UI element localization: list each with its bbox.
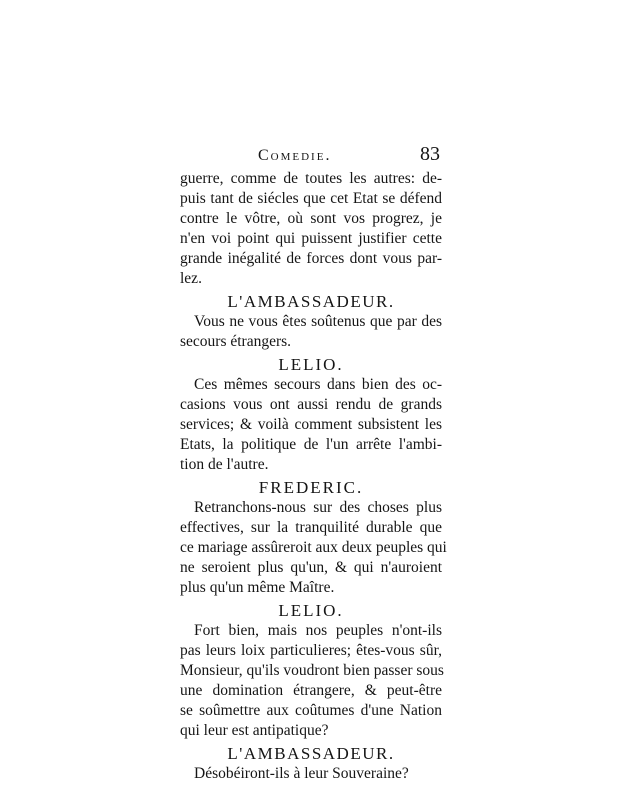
dialogue-paragraph [180,375,442,475]
text-line: se soûmettre aux coûtumes d'une Nation [180,702,442,719]
speaker-name: LELIO. [278,601,344,620]
dialogue-paragraph [180,312,442,352]
text-line: tion de l'autre. [180,456,269,473]
speaker-name: FREDERIC. [258,478,364,497]
text-line: services; & voilà comment subsistent les [180,416,442,433]
text-line: Désobéiront-ils à leur Souveraine? [194,765,409,782]
text-line: plus qu'un même Maître. [180,579,335,596]
text-line: ce mariage assûreroit aux deux peuples qui [180,539,447,556]
page-number: 83 [420,143,440,165]
text-line: Retranchons-nous sur des choses plus [194,499,442,516]
text-block [180,143,447,784]
speaker-name: L'AMBASSADEUR. [227,292,395,311]
speaker-name: LELIO. [278,355,344,374]
text-line: contre le vôtre, où sont vos progrez, je [180,210,442,227]
dialogue-paragraph [180,169,442,289]
running-title: Comedie. [258,147,332,164]
text-line: n'en voi point qui puissent justifier cette [180,230,442,247]
speaker-name: L'AMBASSADEUR. [227,744,395,763]
page-header [180,145,442,169]
text-line: Fort bien, mais nos peuples n'ont-ils [194,622,442,639]
text-line: Monsieur, qu'ils voudront bien passer sous [180,662,444,679]
dialogue-paragraph [180,621,442,741]
text-line: effectives, sur la tranquilité durable que [180,519,442,536]
text-line: lez. [180,270,202,287]
text-line: casions vous ont aussi rendu de grands [180,396,442,413]
text-line: Ces mêmes secours dans bien des oc- [194,376,442,393]
text-line: puis tant de siécles que cet Etat se défend [180,190,442,207]
dialogue-paragraph [180,764,442,784]
text-line: Etats, la politique de l'un arrête l'ambi- [180,436,442,453]
text-line: grande inégalité de forces dont vous par- [180,250,442,267]
text-line: pas leurs loix particulieres; êtes-vous sûr, [180,642,442,659]
text-line: guerre, comme de toutes les autres: de- [180,170,442,187]
text-line: ne seroient plus qu'un, & qui n'auroient [180,559,442,576]
text-line: une domination étrangere, & peut-être [180,682,442,699]
text-line: Vous ne vous êtes soûtenus que par des [194,313,442,330]
dialogue-paragraph [180,498,447,598]
text-line: secours étrangers. [180,333,292,350]
text-line: qui leur est antipatique? [180,722,329,739]
